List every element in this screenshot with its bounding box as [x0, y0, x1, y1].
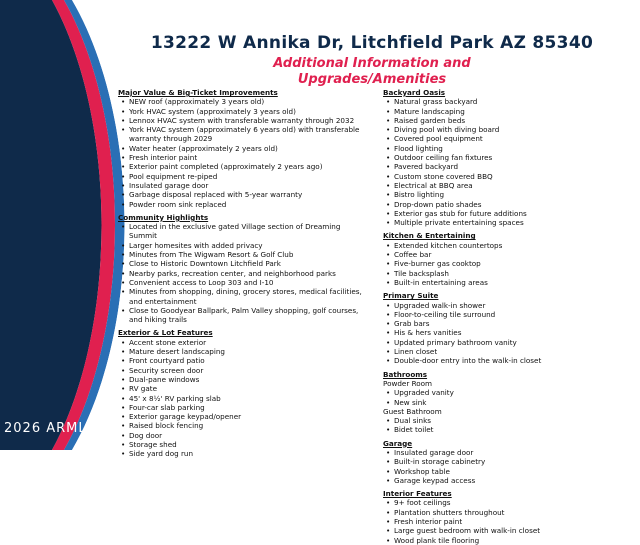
list-item: • Flood lighting	[394, 144, 618, 153]
list-item: • His & hers vanities	[394, 328, 618, 337]
list-item: • Insulated garage door	[129, 181, 370, 190]
list-item: • Drop-down patio shades	[394, 200, 618, 209]
list-item: • Raised block fencing	[129, 421, 370, 430]
list-item: • Floor-to-ceiling tile surround	[394, 310, 618, 319]
list-item: • Storage shed	[129, 440, 370, 449]
subgroup-list	[383, 416, 618, 435]
section-heading: Community Highlights	[118, 212, 209, 222]
list-item: • Custom stone covered BBQ	[394, 172, 618, 181]
list-item: • Built-in entertaining areas	[394, 278, 618, 287]
list-item: • Tile backsplash	[394, 269, 618, 278]
list-item: • Exterior gas stub for future additions	[394, 209, 618, 218]
list-item: • Dog door	[129, 431, 370, 440]
list-item: • Outdoor ceiling fan fixtures	[394, 153, 618, 162]
section-heading: Kitchen & Entertaining	[383, 231, 476, 241]
section-list	[383, 301, 618, 366]
subgroup-label: Guest Bathroom	[383, 406, 442, 416]
list-item: • Insulated garage door	[394, 448, 618, 457]
list-item: • Linen closet	[394, 347, 618, 356]
list-item: • Plantation shutters throughout	[394, 508, 618, 517]
section-list	[383, 448, 618, 485]
list-item: • Upgraded walk-in shower	[394, 301, 618, 310]
list-item: • Updated primary bathroom vanity	[394, 338, 618, 347]
list-item: • Multiple private entertaining spaces	[394, 218, 618, 227]
list-item: • Located in the exclusive gated Village section of Dreaming Summit	[129, 222, 370, 241]
section-list	[118, 338, 370, 459]
section-heading: Backyard Oasis	[383, 88, 446, 97]
section-list	[118, 222, 370, 324]
list-item: • NEW roof (approximately 3 years old)	[129, 97, 370, 106]
list-item: • Coffee bar	[394, 250, 618, 259]
list-item: • Accent stone exterior	[129, 338, 370, 347]
list-item: • Diving pool with diving board	[394, 125, 618, 134]
subtitle-line-1: Additional Information and	[273, 56, 471, 71]
copyright-notice: 2026 ARMLS	[4, 421, 96, 436]
list-item: • Front courtyard patio	[129, 356, 370, 365]
list-item: • Nearby parks, recreation center, and neighborhood parks	[129, 269, 370, 278]
list-item: • 45' x 8½' RV parking slab	[129, 394, 370, 403]
list-item: • Upgraded vanity	[394, 388, 618, 397]
list-item: • Dual-pane windows	[129, 375, 370, 384]
list-item: • Double-door entry into the walk-in closet	[394, 356, 618, 365]
list-item: • Dual sinks	[394, 416, 618, 425]
list-item: • Pool equipment re-piped	[129, 172, 370, 181]
list-item: • Large guest bedroom with walk-in closet	[394, 526, 618, 535]
list-item: • Powder room sink replaced	[129, 200, 370, 209]
list-item: • New sink	[394, 398, 618, 407]
list-item: • York HVAC system (approximately 6 years old) with transferable warranty through 2029	[129, 125, 370, 144]
property-address-title: 13222 W Annika Dr, Litchfield Park AZ 85340	[150, 33, 594, 53]
list-item: • Workshop table	[394, 467, 618, 476]
section-heading: Interior Features	[383, 489, 452, 499]
list-item: • Side yard dog run	[129, 449, 370, 458]
list-item: • York HVAC system (approximately 3 years old)	[129, 107, 370, 116]
list-item: • Extended kitchen countertops	[394, 241, 618, 250]
list-item: • Covered pool equipment	[394, 134, 618, 143]
section-list	[383, 97, 618, 227]
section-list	[383, 498, 618, 544]
subtitle-line-2: Upgrades/Amenities	[297, 72, 447, 87]
list-item: • 9+ foot ceilings	[394, 498, 618, 507]
list-item: • Larger homesites with added privacy	[129, 241, 370, 250]
list-item: • Exterior paint completed (approximately 2 years ago)	[129, 162, 370, 171]
list-item: • Garbage disposal replaced with 5-year warranty	[129, 190, 370, 199]
list-item: • Fresh interior paint	[394, 517, 618, 526]
section-heading: Bathrooms	[383, 369, 428, 379]
list-item: • Security screen door	[129, 366, 370, 375]
list-item: • Bistro lighting	[394, 190, 618, 199]
section-heading: Exterior & Lot Features	[118, 328, 213, 338]
list-item: • Water heater (approximately 2 years old)	[129, 144, 370, 153]
section-heading: Major Value & Big-Ticket Improvements	[118, 88, 278, 97]
list-item: • Built-in storage cabinetry	[394, 457, 618, 466]
list-item: • RV gate	[129, 384, 370, 393]
list-item: • Four-car slab parking	[129, 403, 370, 412]
list-item: • Garage keypad access	[394, 476, 618, 485]
section-list	[118, 97, 370, 209]
left-column	[118, 88, 370, 459]
list-item: • Exterior garage keypad/opener	[129, 412, 370, 421]
section-heading: Garage	[383, 438, 413, 448]
list-item: • Close to Historic Downtown Litchfield Park	[129, 259, 370, 268]
list-item: • Minutes from shopping, dining, grocery stores, medical facilities, and entertainment	[129, 287, 370, 306]
list-item: • Mature landscaping	[394, 107, 618, 116]
section-list	[383, 241, 618, 287]
list-item: • Grab bars	[394, 319, 618, 328]
list-item: • Raised garden beds	[394, 116, 618, 125]
list-item: • Wood plank tile flooring	[394, 536, 618, 545]
list-item: • Pavered backyard	[394, 162, 618, 171]
subgroup-label: Powder Room	[383, 378, 433, 388]
subgroup-list	[383, 388, 618, 407]
list-item: • Bidet toilet	[394, 425, 618, 434]
list-item: • Convenient access to Loop 303 and I-10	[129, 278, 370, 287]
list-item: • Minutes from The Wigwam Resort & Golf Club	[129, 250, 370, 259]
page-subtitle	[112, 56, 632, 88]
list-item: • Mature desert landscaping	[129, 347, 370, 356]
list-item: • Five-burner gas cooktop	[394, 259, 618, 268]
list-item: • Fresh interior paint	[129, 153, 370, 162]
list-item: • Close to Goodyear Ballpark, Palm Valley shopping, golf courses, and hiking trails	[129, 306, 370, 325]
right-column	[383, 88, 618, 545]
list-item: • Natural grass backyard	[394, 97, 618, 106]
list-item: • Electrical at BBQ area	[394, 181, 618, 190]
section-heading: Primary Suite	[383, 291, 439, 301]
list-item: • Lennox HVAC system with transferable warranty through 2032	[129, 116, 370, 125]
